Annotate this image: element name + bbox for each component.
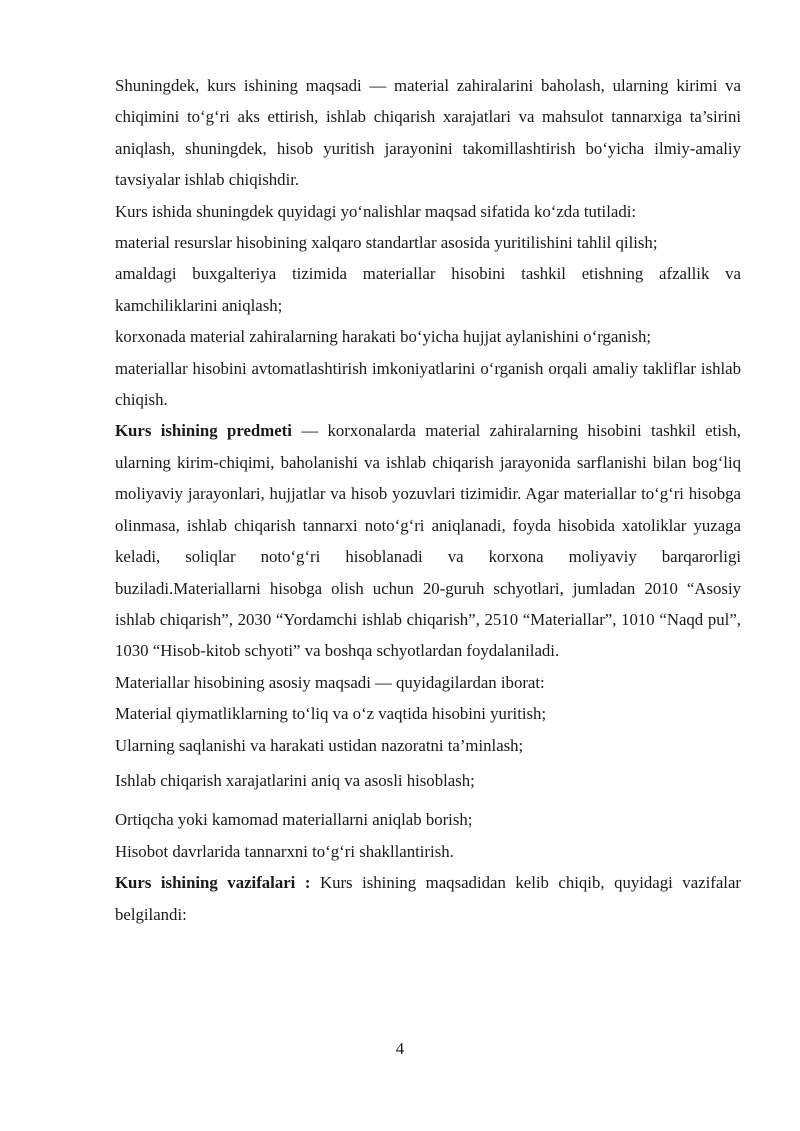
- list-item-document-flow: korxonada material zahiralarning harakati bo‘yicha hujjat aylanishini o‘rganish;: [115, 327, 652, 347]
- tasks-heading: Kurs ishining vazifalari :: [115, 873, 311, 893]
- list-item-surplus-shortage: Ortiqcha yoki kamomad materiallarni aniqlab borish;: [115, 810, 473, 830]
- list-item-standards-analysis: material resurslar hisobining xalqaro standartlar asosida yuritilishini tahlil qilish;: [115, 233, 658, 253]
- list-item-automation: materiallar hisobini avtomatlashtirish imkoniyatlarini o‘rganish orqali amaliy takliflar ishlab chiqish.: [115, 358, 741, 410]
- paragraph-course-subject: [115, 415, 741, 666]
- page-body: [115, 70, 741, 930]
- subject-heading: Kurs ishining predmeti: [115, 421, 292, 441]
- paragraph-directions-intro: Kurs ishida shuningdek quyidagi yo‘nalishlar maqsad sifatida ko‘zda tutiladi:: [115, 201, 637, 221]
- paragraph-course-goal: Shuningdek, kurs ishining maqsadi — material zahiralarini baholash, ularning kirimi va chiqimini to‘g‘ri aks ettirish, ishlab chiqarish xarajatlari va mahsulot tannarxiga ta’sirini aniqlash, shuningdek, hisob yuritish jarayonini takomillashtirish bo‘yicha ilmiy-amaliy tavsiyalar ishlab chiqishdir.: [115, 76, 741, 190]
- list-item-cost-calculation: Ishlab chiqarish xarajatlarini aniq va asosli hisoblash;: [115, 770, 475, 790]
- tasks-text: Kurs ishining maqsadidan kelib chiqib, quyidagi vazifalar belgilandi:: [115, 873, 741, 924]
- subject-text: — korxonalarda material zahiralarning hisobini tashkil etish, ularning kirim-chiqimi, baholanishi va ishlab chiqarish jarayonida sarflanishi bilan bog‘liq moliyaviy jarayonlari, hujjatlar va hisob yozuvlari tizimidir. Agar materiallar to‘g‘ri hisobga olinmasa, ishlab chiqarish tannarxi noto‘g‘ri aniqlanadi, foyda hisobida xatoliklar yuzaga keladi, soliqlar noto‘g‘ri hisoblanadi va korxona moliyaviy barqarorligi buziladi.Materiallarni hisobga olish uchun 20-guruh schyotlari, jumladan 2010 “Asosiy ishlab chiqarish”, 2030 “Yordamchi ishlab chiqarish”, 2510 “Materiallar”, 1010 “Naqd pul”, 1030 “Hisob-kitob schyoti” va boshqa schyotlardan foydalaniladi.: [115, 421, 741, 661]
- paragraph-main-goal-intro: Materiallar hisobining asosiy maqsadi — quyidagilardan iborat:: [115, 672, 545, 692]
- list-item-accounting-pros-cons: amaldagi buxgalteriya tizimida materiallar hisobini tashkil etishning afzallik va kamchiliklarini aniqlash;: [115, 264, 741, 315]
- list-item-cost-price: Hisobot davrlarida tannarxni to‘g‘ri shakllantirish.: [115, 841, 454, 861]
- list-item-control: Ularning saqlanishi va harakati ustidan nazoratni ta’minlash;: [115, 735, 524, 755]
- paragraph-course-tasks: [115, 867, 741, 930]
- page-number: 4: [395, 1039, 405, 1058]
- list-item-full-accounting: Material qiymatliklarning to‘liq va o‘z vaqtida hisobini yuritish;: [115, 704, 547, 724]
